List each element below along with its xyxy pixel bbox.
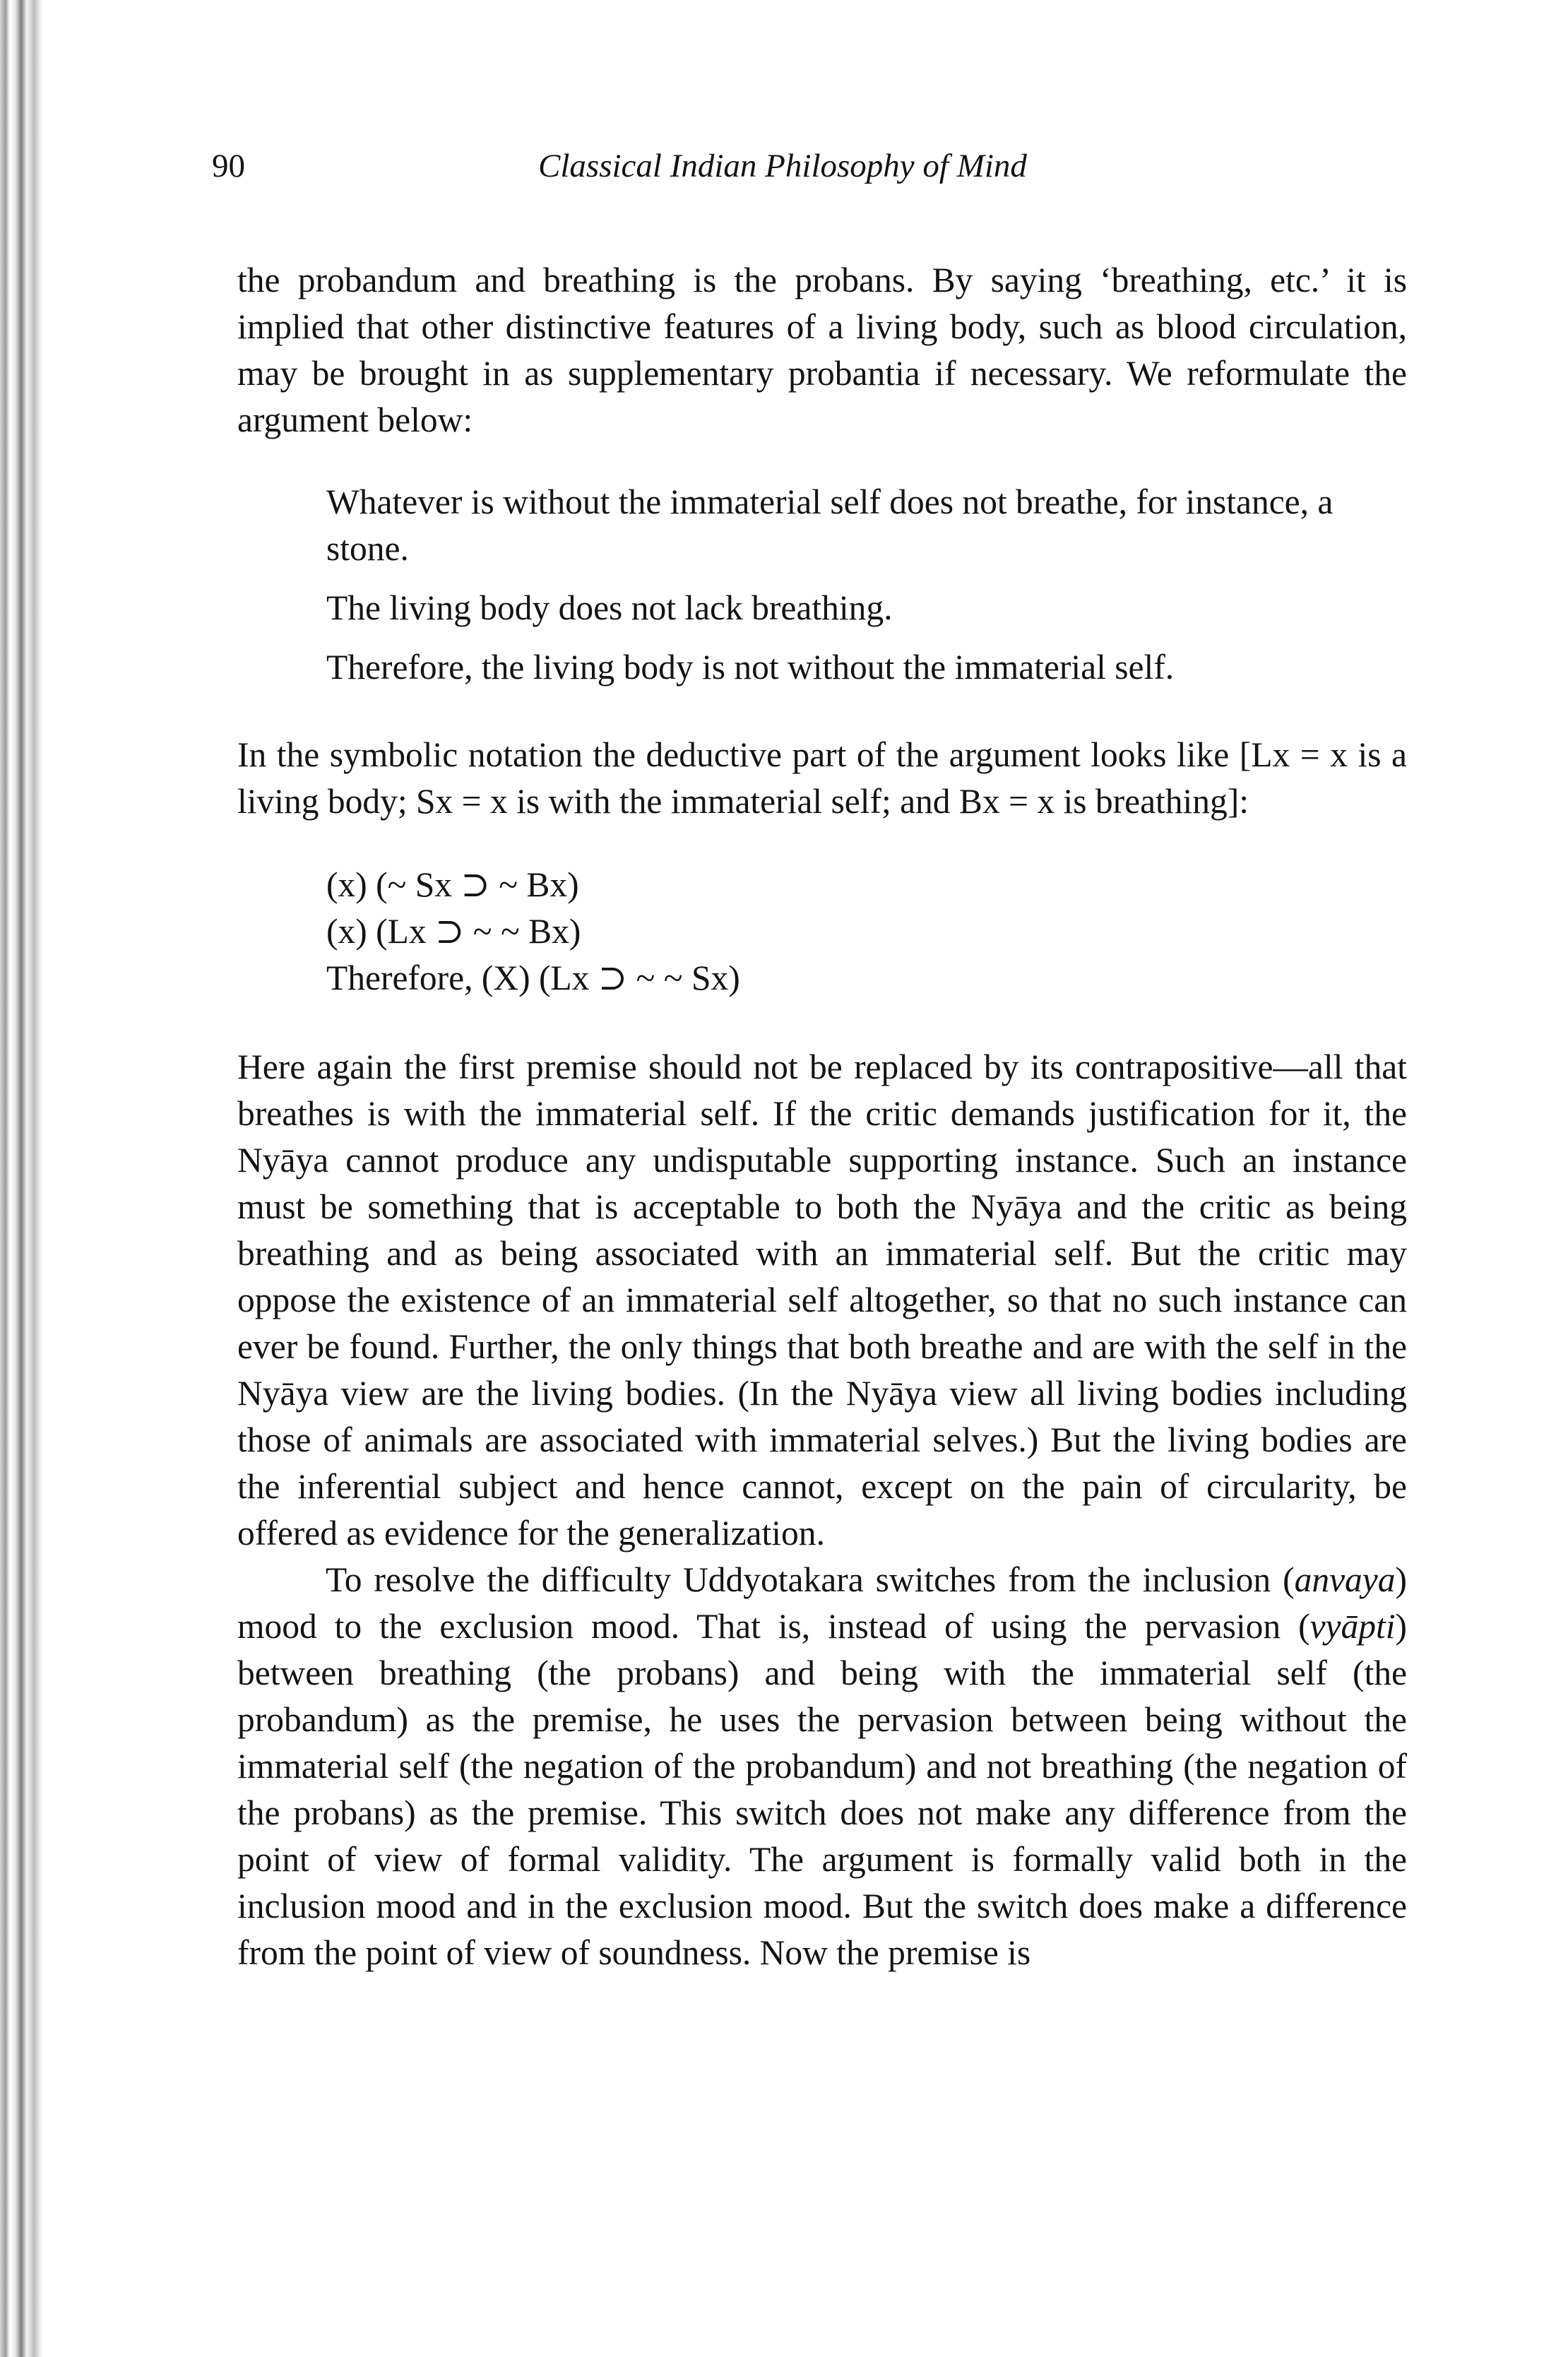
formula-premise-1: (x) (~ Sx ⊃ ~ Bx) [326, 865, 579, 904]
paragraph-resolve [237, 1557, 1407, 1976]
paragraph-intro: the probandum and breathing is the probans. By saying ‘breathing, etc.’ it is implied that other distinctive features of a living body, such as blood circulation, may be brought in as supplementary probantia if necessary. We reformulate the argument below: [237, 261, 1407, 439]
page-number: 90 [212, 148, 245, 184]
binding-shadow [0, 0, 49, 2357]
paragraph-notation: In the symbolic notation the deductive part of the argument looks like [Lx = x is a living body; Sx = x is with the immaterial self; and Bx = x is breathing]: [237, 735, 1407, 821]
syllogism-block [237, 479, 1407, 691]
formula-conclusion: Therefore, (X) (Lx ⊃ ~ ~ Sx) [326, 958, 740, 997]
resolve-text-3: ) between breathing (the probans) and being with the immaterial self (the probandum) as the premise, he uses the pervasion between being without the immaterial self (the negation of the probandum) and not breathing (the negation of the probans) as the premise. This switch does not make any difference from the point of view of formal validity. The argument is formally valid both in the inclusion mood and in the exclusion mood. But the switch does make a difference from the point of view of soundness. Now the premise is [237, 1607, 1407, 1972]
syllogism-minor-premise: The living body does not lack breathing. [326, 588, 893, 627]
term-anvaya: anvaya [1294, 1560, 1396, 1599]
running-head [212, 147, 1339, 189]
formula-block [237, 862, 1407, 1002]
term-vyapti: vyāpti [1309, 1607, 1396, 1646]
syllogism-major-premise: Whatever is without the immaterial self does not breathe, for instance, a stone. [326, 482, 1334, 568]
resolve-text-1: To resolve the difficulty Uddyotakara switches from the inclusion ( [326, 1560, 1295, 1599]
syllogism-conclusion: Therefore, the living body is not without the immaterial self. [326, 648, 1175, 687]
formula-premise-2: (x) (Lx ⊃ ~ ~ Bx) [326, 912, 581, 951]
paragraph-here-again: Here again the first premise should not be replaced by its contrapositive—all that breathes is with the immaterial self. If the critic demands justification for it, the Nyāya cannot produce any undisputable supporting instance. Such an instance must be something that is acceptable to both the Nyāya and the critic as being breathing and as being associated with an immaterial self. But the critic may oppose the existence of an immaterial self altogether, so that no such instance can ever be found. Further, the only things that both breathe and are with the self in the Nyāya view are the living bodies. (In the Nyāya view all living bodies including those of animals are associated with immaterial selves.) But the living bodies are the inferential subject and hence cannot, except on the pain of circularity, be offered as evidence for the generalization. [237, 1047, 1407, 1552]
resolve-text-2: ) mood to the exclusion mood. That is, instead of using the pervasion ( [237, 1560, 1407, 1646]
body-text [237, 257, 1407, 1976]
book-title: Classical Indian Philosophy of Mind [538, 148, 1027, 184]
